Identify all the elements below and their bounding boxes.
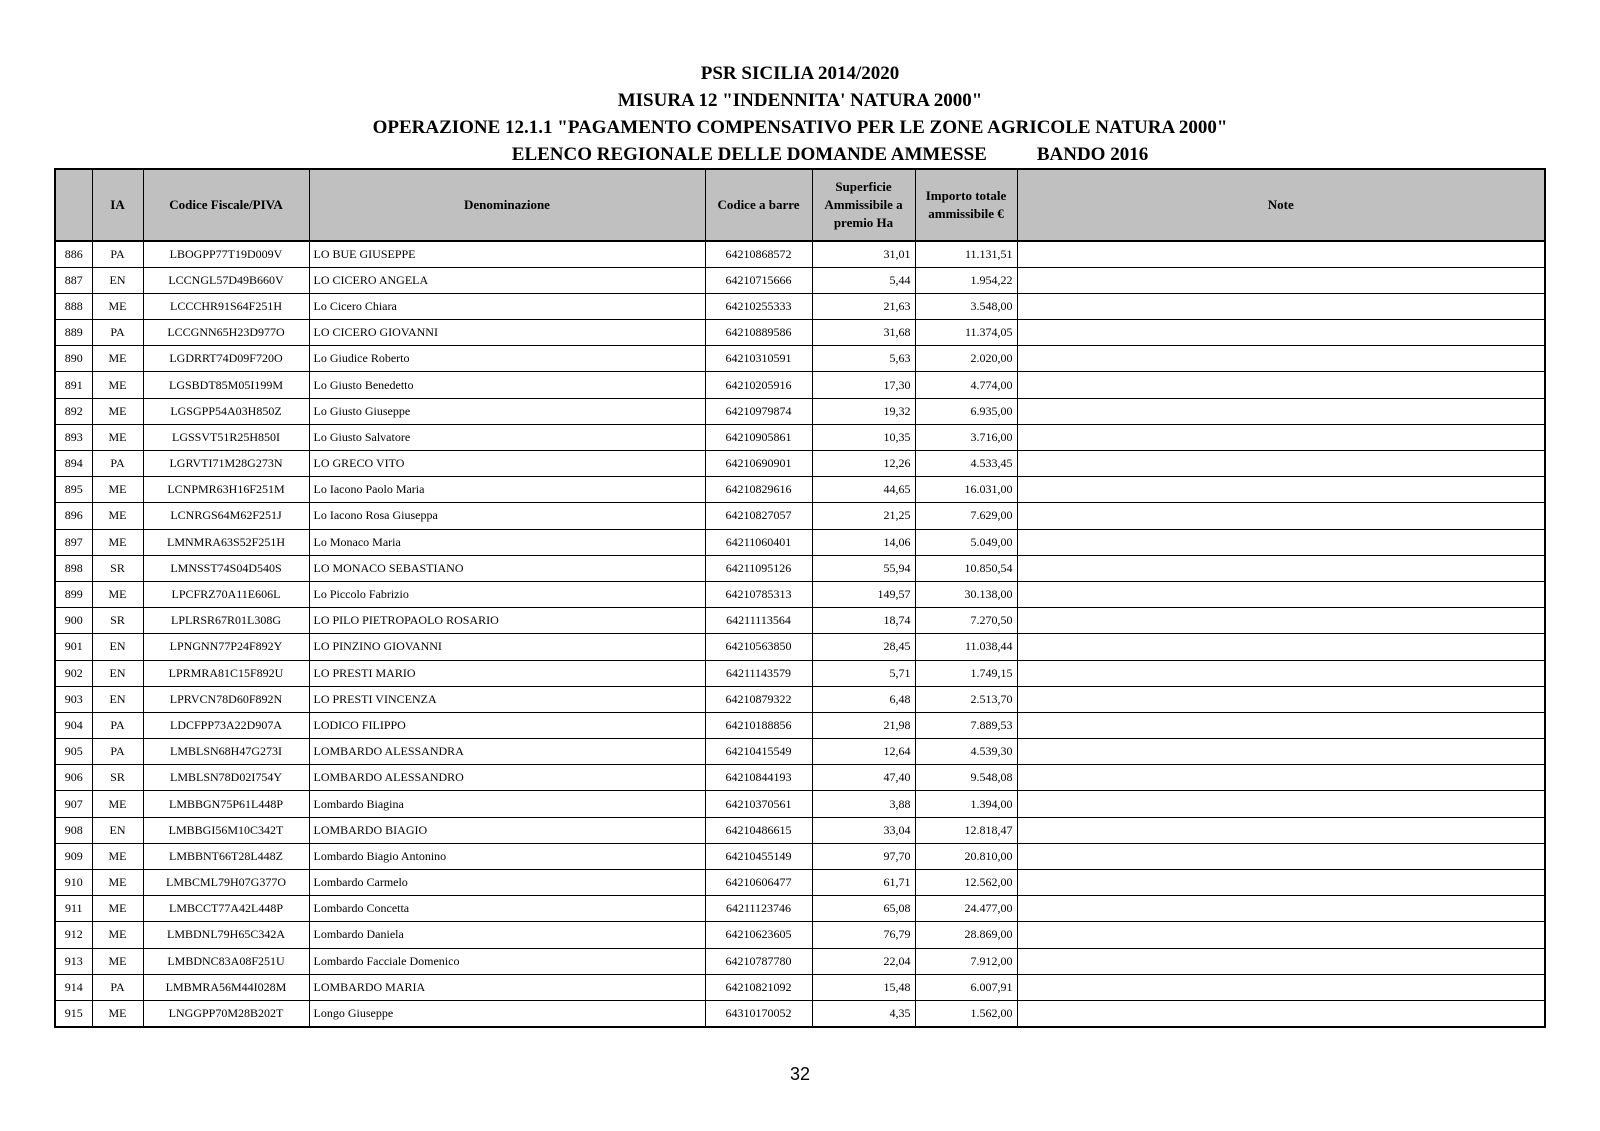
note-cell <box>1017 372 1545 398</box>
note-cell <box>1017 712 1545 738</box>
importo-cell: 2.513,70 <box>915 686 1017 712</box>
col-header-note: Note <box>1017 169 1545 241</box>
note-cell <box>1017 660 1545 686</box>
codice-barre-cell: 64210415549 <box>705 739 812 765</box>
codice-fiscale-cell: LCCCHR91S64F251H <box>143 293 309 319</box>
codice-fiscale-cell: LMBBNT66T28L448Z <box>143 843 309 869</box>
superficie-cell: 17,30 <box>812 372 915 398</box>
codice-barre-cell: 64210255333 <box>705 293 812 319</box>
denominazione-cell: LOMBARDO MARIA <box>309 974 705 1000</box>
superficie-cell: 65,08 <box>812 896 915 922</box>
importo-cell: 6.935,00 <box>915 398 1017 424</box>
note-cell <box>1017 320 1545 346</box>
codice-barre-cell: 64210455149 <box>705 843 812 869</box>
table-row <box>55 372 1545 398</box>
denominazione-cell: Lo Giusto Salvatore <box>309 424 705 450</box>
denominazione-cell: LO PINZINO GIOVANNI <box>309 634 705 660</box>
codice-fiscale-cell: LGSSVT51R25H850I <box>143 424 309 450</box>
row-number: 912 <box>55 922 92 948</box>
ia-cell: PA <box>92 241 143 267</box>
denominazione-cell: Longo Giuseppe <box>309 1000 705 1026</box>
denominazione-cell: LOMBARDO ALESSANDRO <box>309 765 705 791</box>
row-number: 899 <box>55 581 92 607</box>
title-line-4 <box>0 141 1600 168</box>
title-line-2: MISURA 12 "INDENNITA' NATURA 2000" <box>617 90 983 111</box>
row-number: 886 <box>55 241 92 267</box>
table-row <box>55 843 1545 869</box>
codice-fiscale-cell: LMBBGI56M10C342T <box>143 817 309 843</box>
row-number: 895 <box>55 477 92 503</box>
codice-barre-cell: 64210690901 <box>705 451 812 477</box>
superficie-cell: 47,40 <box>812 765 915 791</box>
codice-barre-cell: 64310170052 <box>705 1000 812 1026</box>
ia-cell: ME <box>92 346 143 372</box>
importo-cell: 16.031,00 <box>915 477 1017 503</box>
denominazione-cell: LOMBARDO ALESSANDRA <box>309 739 705 765</box>
codice-fiscale-cell: LGRVTI71M28G273N <box>143 451 309 477</box>
row-number: 900 <box>55 608 92 634</box>
codice-fiscale-cell: LGSBDT85M05I199M <box>143 372 309 398</box>
codice-fiscale-cell: LCCGNN65H23D977O <box>143 320 309 346</box>
denominazione-cell: Lo Cicero Chiara <box>309 293 705 319</box>
ia-cell: EN <box>92 817 143 843</box>
applications-table <box>54 168 1546 1028</box>
codice-barre-cell: 64210623605 <box>705 922 812 948</box>
note-cell <box>1017 817 1545 843</box>
table-row <box>55 477 1545 503</box>
table-row <box>55 686 1545 712</box>
ia-cell: ME <box>92 870 143 896</box>
codice-barre-cell: 64210868572 <box>705 241 812 267</box>
importo-cell: 5.049,00 <box>915 529 1017 555</box>
table-row <box>55 424 1545 450</box>
codice-barre-cell: 64211095126 <box>705 555 812 581</box>
table-row <box>55 922 1545 948</box>
note-cell <box>1017 843 1545 869</box>
note-cell <box>1017 398 1545 424</box>
denominazione-cell: Lombardo Carmelo <box>309 870 705 896</box>
denominazione-cell: LO CICERO GIOVANNI <box>309 320 705 346</box>
denominazione-cell: Lombardo Facciale Domenico <box>309 948 705 974</box>
denominazione-cell: LO BUE GIUSEPPE <box>309 241 705 267</box>
table-row <box>55 503 1545 529</box>
note-cell <box>1017 634 1545 660</box>
denominazione-cell: LOMBARDO BIAGIO <box>309 817 705 843</box>
codice-fiscale-cell: LMBCML79H07G377O <box>143 870 309 896</box>
table-row <box>55 948 1545 974</box>
codice-barre-cell: 64210785313 <box>705 581 812 607</box>
codice-barre-cell: 64210715666 <box>705 267 812 293</box>
codice-fiscale-cell: LCNPMR63H16F251M <box>143 477 309 503</box>
importo-cell: 4.533,45 <box>915 451 1017 477</box>
col-header-superficie: Superficie Ammissibile a premio Ha <box>812 169 915 241</box>
denominazione-cell: LO GRECO VITO <box>309 451 705 477</box>
ia-cell: ME <box>92 293 143 319</box>
table-row <box>55 870 1545 896</box>
table-row <box>55 241 1545 267</box>
importo-cell: 30.138,00 <box>915 581 1017 607</box>
codice-barre-cell: 64211143579 <box>705 660 812 686</box>
denominazione-cell: Lombardo Biagina <box>309 791 705 817</box>
note-cell <box>1017 451 1545 477</box>
row-number: 915 <box>55 1000 92 1026</box>
importo-cell: 1.562,00 <box>915 1000 1017 1026</box>
codice-fiscale-cell: LMBLSN78D02I754Y <box>143 765 309 791</box>
ia-cell: ME <box>92 581 143 607</box>
row-number: 910 <box>55 870 92 896</box>
row-number: 905 <box>55 739 92 765</box>
superficie-cell: 14,06 <box>812 529 915 555</box>
denominazione-cell: Lombardo Biagio Antonino <box>309 843 705 869</box>
note-cell <box>1017 1000 1545 1026</box>
ia-cell: PA <box>92 320 143 346</box>
note-cell <box>1017 555 1545 581</box>
codice-fiscale-cell: LMNSST74S04D540S <box>143 555 309 581</box>
note-cell <box>1017 424 1545 450</box>
importo-cell: 11.131,51 <box>915 241 1017 267</box>
superficie-cell: 31,01 <box>812 241 915 267</box>
row-number: 887 <box>55 267 92 293</box>
denominazione-cell: Lo Iacono Paolo Maria <box>309 477 705 503</box>
row-number: 891 <box>55 372 92 398</box>
superficie-cell: 31,68 <box>812 320 915 346</box>
note-cell <box>1017 503 1545 529</box>
superficie-cell: 21,25 <box>812 503 915 529</box>
codice-barre-cell: 64210889586 <box>705 320 812 346</box>
note-cell <box>1017 267 1545 293</box>
row-number: 908 <box>55 817 92 843</box>
importo-cell: 7.889,53 <box>915 712 1017 738</box>
col-header-num <box>55 169 92 241</box>
importo-cell: 3.548,00 <box>915 293 1017 319</box>
note-cell <box>1017 896 1545 922</box>
page-number: 32 <box>789 1064 811 1084</box>
codice-fiscale-cell: LMBDNC83A08F251U <box>143 948 309 974</box>
codice-barre-cell: 64210879322 <box>705 686 812 712</box>
denominazione-cell: LO PRESTI MARIO <box>309 660 705 686</box>
superficie-cell: 4,35 <box>812 1000 915 1026</box>
importo-cell: 28.869,00 <box>915 922 1017 948</box>
codice-fiscale-cell: LCCNGL57D49B660V <box>143 267 309 293</box>
note-cell <box>1017 922 1545 948</box>
codice-fiscale-cell: LPLRSR67R01L308G <box>143 608 309 634</box>
codice-fiscale-cell: LMBLSN68H47G273I <box>143 739 309 765</box>
ia-cell: EN <box>92 267 143 293</box>
ia-cell: PA <box>92 451 143 477</box>
codice-fiscale-cell: LPCFRZ70A11E606L <box>143 581 309 607</box>
codice-barre-cell: 64210787780 <box>705 948 812 974</box>
superficie-cell: 6,48 <box>812 686 915 712</box>
table-row <box>55 293 1545 319</box>
codice-fiscale-cell: LPRMRA81C15F892U <box>143 660 309 686</box>
importo-cell: 12.562,00 <box>915 870 1017 896</box>
importo-cell: 4.774,00 <box>915 372 1017 398</box>
table-row <box>55 581 1545 607</box>
denominazione-cell: LODICO FILIPPO <box>309 712 705 738</box>
table-row <box>55 451 1545 477</box>
title-line-3: OPERAZIONE 12.1.1 "PAGAMENTO COMPENSATIVO PER LE ZONE AGRICOLE NATURA 2000" <box>372 117 1228 138</box>
codice-fiscale-cell: LMBBGN75P61L448P <box>143 791 309 817</box>
denominazione-cell: Lo Piccolo Fabrizio <box>309 581 705 607</box>
table-row <box>55 398 1545 424</box>
ia-cell: ME <box>92 922 143 948</box>
row-number: 888 <box>55 293 92 319</box>
codice-fiscale-cell: LDCFPP73A22D907A <box>143 712 309 738</box>
importo-cell: 1.954,22 <box>915 267 1017 293</box>
title-bando: BANDO 2016 <box>1036 144 1149 165</box>
codice-barre-cell: 64210370561 <box>705 791 812 817</box>
superficie-cell: 12,26 <box>812 451 915 477</box>
row-number: 914 <box>55 974 92 1000</box>
ia-cell: PA <box>92 712 143 738</box>
superficie-cell: 61,71 <box>812 870 915 896</box>
note-cell <box>1017 870 1545 896</box>
ia-cell: ME <box>92 896 143 922</box>
superficie-cell: 55,94 <box>812 555 915 581</box>
ia-cell: EN <box>92 660 143 686</box>
note-cell <box>1017 791 1545 817</box>
importo-cell: 1.394,00 <box>915 791 1017 817</box>
codice-barre-cell: 64210205916 <box>705 372 812 398</box>
row-number: 907 <box>55 791 92 817</box>
denominazione-cell: Lo Iacono Rosa Giuseppa <box>309 503 705 529</box>
row-number: 902 <box>55 660 92 686</box>
denominazione-cell: Lombardo Daniela <box>309 922 705 948</box>
note-cell <box>1017 948 1545 974</box>
title-list-label: ELENCO REGIONALE DELLE DOMANDE AMMESSE <box>511 144 987 165</box>
table-row <box>55 660 1545 686</box>
table-row <box>55 529 1545 555</box>
codice-barre-cell: 64210486615 <box>705 817 812 843</box>
importo-cell: 12.818,47 <box>915 817 1017 843</box>
superficie-cell: 21,98 <box>812 712 915 738</box>
row-number: 893 <box>55 424 92 450</box>
codice-barre-cell: 64210827057 <box>705 503 812 529</box>
table-row <box>55 555 1545 581</box>
codice-barre-cell: 64210979874 <box>705 398 812 424</box>
note-cell <box>1017 529 1545 555</box>
superficie-cell: 19,32 <box>812 398 915 424</box>
denominazione-cell: LO CICERO ANGELA <box>309 267 705 293</box>
ia-cell: ME <box>92 1000 143 1026</box>
codice-barre-cell: 64210829616 <box>705 477 812 503</box>
col-header-importo: Importo totale ammissibile € <box>915 169 1017 241</box>
importo-cell: 7.629,00 <box>915 503 1017 529</box>
importo-cell: 1.749,15 <box>915 660 1017 686</box>
superficie-cell: 5,44 <box>812 267 915 293</box>
col-header-codice-barre: Codice a barre <box>705 169 812 241</box>
table-row <box>55 791 1545 817</box>
table-row <box>55 608 1545 634</box>
row-number: 913 <box>55 948 92 974</box>
table-row <box>55 974 1545 1000</box>
codice-fiscale-cell: LMBMRA56M44I028M <box>143 974 309 1000</box>
denominazione-cell: Lo Giudice Roberto <box>309 346 705 372</box>
codice-fiscale-cell: LPRVCN78D60F892N <box>143 686 309 712</box>
codice-fiscale-cell: LMBCCT77A42L448P <box>143 896 309 922</box>
row-number: 890 <box>55 346 92 372</box>
superficie-cell: 3,88 <box>812 791 915 817</box>
col-header-codice-fiscale: Codice Fiscale/PIVA <box>143 169 309 241</box>
note-cell <box>1017 346 1545 372</box>
codice-fiscale-cell: LGDRRT74D09F720O <box>143 346 309 372</box>
note-cell <box>1017 477 1545 503</box>
ia-cell: ME <box>92 503 143 529</box>
codice-fiscale-cell: LMBDNL79H65C342A <box>143 922 309 948</box>
note-cell <box>1017 974 1545 1000</box>
title-line-1: PSR SICILIA 2014/2020 <box>700 63 900 84</box>
codice-fiscale-cell: LGSGPP54A03H850Z <box>143 398 309 424</box>
codice-fiscale-cell: LNGGPP70M28B202T <box>143 1000 309 1026</box>
row-number: 906 <box>55 765 92 791</box>
note-cell <box>1017 581 1545 607</box>
note-cell <box>1017 293 1545 319</box>
row-number: 896 <box>55 503 92 529</box>
ia-cell: SR <box>92 765 143 791</box>
importo-cell: 24.477,00 <box>915 896 1017 922</box>
codice-fiscale-cell: LMNMRA63S52F251H <box>143 529 309 555</box>
row-number: 904 <box>55 712 92 738</box>
codice-barre-cell: 64211113564 <box>705 608 812 634</box>
table-row <box>55 765 1545 791</box>
row-number: 898 <box>55 555 92 581</box>
ia-cell: SR <box>92 608 143 634</box>
table-row <box>55 346 1545 372</box>
denominazione-cell: Lo Giusto Benedetto <box>309 372 705 398</box>
importo-cell: 7.270,50 <box>915 608 1017 634</box>
superficie-cell: 149,57 <box>812 581 915 607</box>
note-cell <box>1017 739 1545 765</box>
importo-cell: 6.007,91 <box>915 974 1017 1000</box>
importo-cell: 7.912,00 <box>915 948 1017 974</box>
denominazione-cell: LO PILO PIETROPAOLO ROSARIO <box>309 608 705 634</box>
superficie-cell: 76,79 <box>812 922 915 948</box>
ia-cell: PA <box>92 739 143 765</box>
codice-barre-cell: 64210188856 <box>705 712 812 738</box>
denominazione-cell: LO PRESTI VINCENZA <box>309 686 705 712</box>
row-number: 897 <box>55 529 92 555</box>
row-number: 894 <box>55 451 92 477</box>
table-row <box>55 817 1545 843</box>
importo-cell: 11.038,44 <box>915 634 1017 660</box>
row-number: 901 <box>55 634 92 660</box>
table-row <box>55 267 1545 293</box>
table-row <box>55 634 1545 660</box>
codice-barre-cell: 64210844193 <box>705 765 812 791</box>
ia-cell: ME <box>92 477 143 503</box>
superficie-cell: 33,04 <box>812 817 915 843</box>
denominazione-cell: Lo Giusto Giuseppe <box>309 398 705 424</box>
table-row <box>55 739 1545 765</box>
codice-barre-cell: 64210606477 <box>705 870 812 896</box>
superficie-cell: 28,45 <box>812 634 915 660</box>
codice-barre-cell: 64210563850 <box>705 634 812 660</box>
codice-fiscale-cell: LCNRGS64M62F251J <box>143 503 309 529</box>
ia-cell: ME <box>92 529 143 555</box>
importo-cell: 2.020,00 <box>915 346 1017 372</box>
superficie-cell: 21,63 <box>812 293 915 319</box>
codice-barre-cell: 64210310591 <box>705 346 812 372</box>
codice-barre-cell: 64210821092 <box>705 974 812 1000</box>
row-number: 909 <box>55 843 92 869</box>
ia-cell: ME <box>92 948 143 974</box>
ia-cell: PA <box>92 974 143 1000</box>
superficie-cell: 97,70 <box>812 843 915 869</box>
denominazione-cell: Lo Monaco Maria <box>309 529 705 555</box>
note-cell <box>1017 608 1545 634</box>
note-cell <box>1017 765 1545 791</box>
codice-fiscale-cell: LBOGPP77T19D009V <box>143 241 309 267</box>
codice-fiscale-cell: LPNGNN77P24F892Y <box>143 634 309 660</box>
col-header-ia: IA <box>92 169 143 241</box>
superficie-cell: 44,65 <box>812 477 915 503</box>
codice-barre-cell: 64210905861 <box>705 424 812 450</box>
superficie-cell: 18,74 <box>812 608 915 634</box>
superficie-cell: 15,48 <box>812 974 915 1000</box>
document-header <box>0 60 1600 168</box>
superficie-cell: 5,63 <box>812 346 915 372</box>
ia-cell: ME <box>92 843 143 869</box>
row-number: 903 <box>55 686 92 712</box>
row-number: 889 <box>55 320 92 346</box>
importo-cell: 3.716,00 <box>915 424 1017 450</box>
col-header-denominazione: Denominazione <box>309 169 705 241</box>
table-row <box>55 1000 1545 1026</box>
ia-cell: ME <box>92 372 143 398</box>
table-header-row <box>55 169 1545 241</box>
denominazione-cell: LO MONACO SEBASTIANO <box>309 555 705 581</box>
superficie-cell: 22,04 <box>812 948 915 974</box>
ia-cell: ME <box>92 424 143 450</box>
codice-barre-cell: 64211060401 <box>705 529 812 555</box>
denominazione-cell: Lombardo Concetta <box>309 896 705 922</box>
superficie-cell: 5,71 <box>812 660 915 686</box>
importo-cell: 10.850,54 <box>915 555 1017 581</box>
ia-cell: EN <box>92 634 143 660</box>
table-row <box>55 712 1545 738</box>
note-cell <box>1017 686 1545 712</box>
ia-cell: EN <box>92 686 143 712</box>
importo-cell: 20.810,00 <box>915 843 1017 869</box>
importo-cell: 4.539,30 <box>915 739 1017 765</box>
importo-cell: 11.374,05 <box>915 320 1017 346</box>
note-cell <box>1017 241 1545 267</box>
ia-cell: ME <box>92 791 143 817</box>
importo-cell: 9.548,08 <box>915 765 1017 791</box>
codice-barre-cell: 64211123746 <box>705 896 812 922</box>
row-number: 892 <box>55 398 92 424</box>
table-row <box>55 896 1545 922</box>
superficie-cell: 12,64 <box>812 739 915 765</box>
ia-cell: ME <box>92 398 143 424</box>
row-number: 911 <box>55 896 92 922</box>
superficie-cell: 10,35 <box>812 424 915 450</box>
table-row <box>55 320 1545 346</box>
ia-cell: SR <box>92 555 143 581</box>
